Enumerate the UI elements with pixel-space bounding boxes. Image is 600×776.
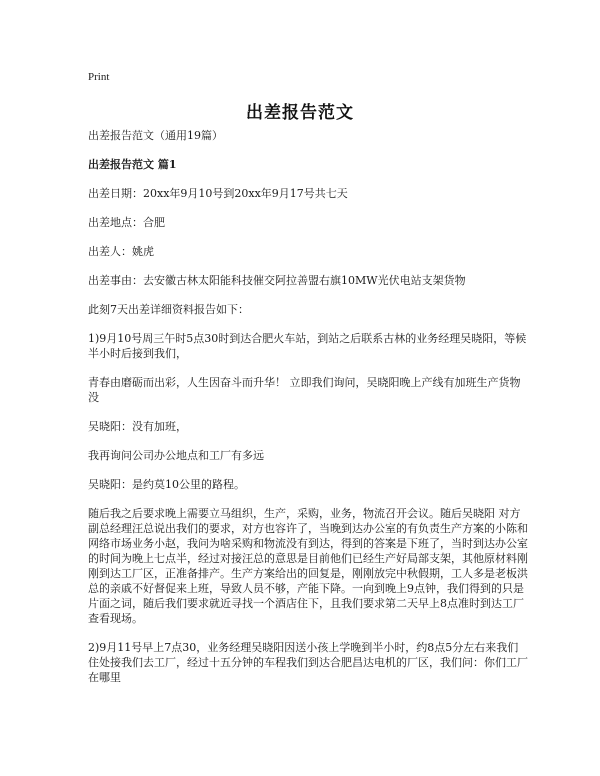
document-title: 出差报告范文 [246, 103, 354, 123]
subtitle-paragraph: 出差报告范文（通用19篇） [88, 129, 223, 142]
date-paragraph: 出差日期：20xx年9月10号到20xx年9月17号共七天 [88, 187, 348, 200]
print-label[interactable]: Print [88, 71, 110, 83]
body-paragraph: 吴晓阳：没有加班， [88, 420, 187, 433]
body-paragraph: 吴晓阳：是约莫10公里的路程。 [88, 478, 245, 491]
body-paragraph: 1)9月10号周三午时5点30时到达合肥火车站，到站之后联系古林的业务经理吴晓阳，等候半小时后接到我们， [88, 332, 527, 360]
body-paragraph: 青春由磨砺而出彩，人生因奋斗而升华！ 立即我们询问，吴晓阳晚上产线有加班生产货物没 [88, 376, 521, 404]
location-paragraph: 出差地点：合肥 [88, 216, 165, 229]
body-paragraph: 我再询问公司办公地点和工厂有多远 [88, 449, 264, 462]
document-body [88, 128, 528, 699]
reason-paragraph: 出差事由：去安徽古林太阳能科技催交阿拉善盟右旗10MW光伏电站支架货物 [88, 274, 466, 287]
body-paragraph: 2)9月11号早上7点30，业务经理吴晓阳因送小孩上学晚到半小时，约8点5分左右来我们住处接我们去工厂，经过十五分钟的车程我们到达合肥昌达电机的厂区，我们问：你们工厂在哪里 [88, 641, 528, 684]
section-heading: 出差报告范文 篇1 [88, 158, 177, 171]
person-paragraph: 出差人：姚虎 [88, 245, 154, 258]
intro-paragraph: 此刻7天出差详细资料报告如下： [88, 303, 249, 316]
body-paragraph: 随后我之后要求晚上需要立马组织，生产，采购，业务，物流召开会议。随后吴晓阳 对方副总经理汪总说出我们的要求，对方也容许了，当晚到达办公室的有负责生产方案的小陈和网络市场业务小赵，我问为啥采购和物流没有到达，得到的答案是下班了，当时到达办公室的时间为晚上七点半，经过对接汪总的意思是目前他们已经生产好局部支架，其他原材料刚刚到达工厂区，正准备排产。生产方案给出的回复是，刚刚放完中秋假期，工人多是老板洪总的亲戚不好督促来上班，导致人员不够，产能下降。一向到晚上9点钟，我们得到的只是片面之词，随后我们要求就近寻找一个酒店住下，且我们要求第二天早上8点准时到达工厂查看现场。 [88, 507, 528, 625]
